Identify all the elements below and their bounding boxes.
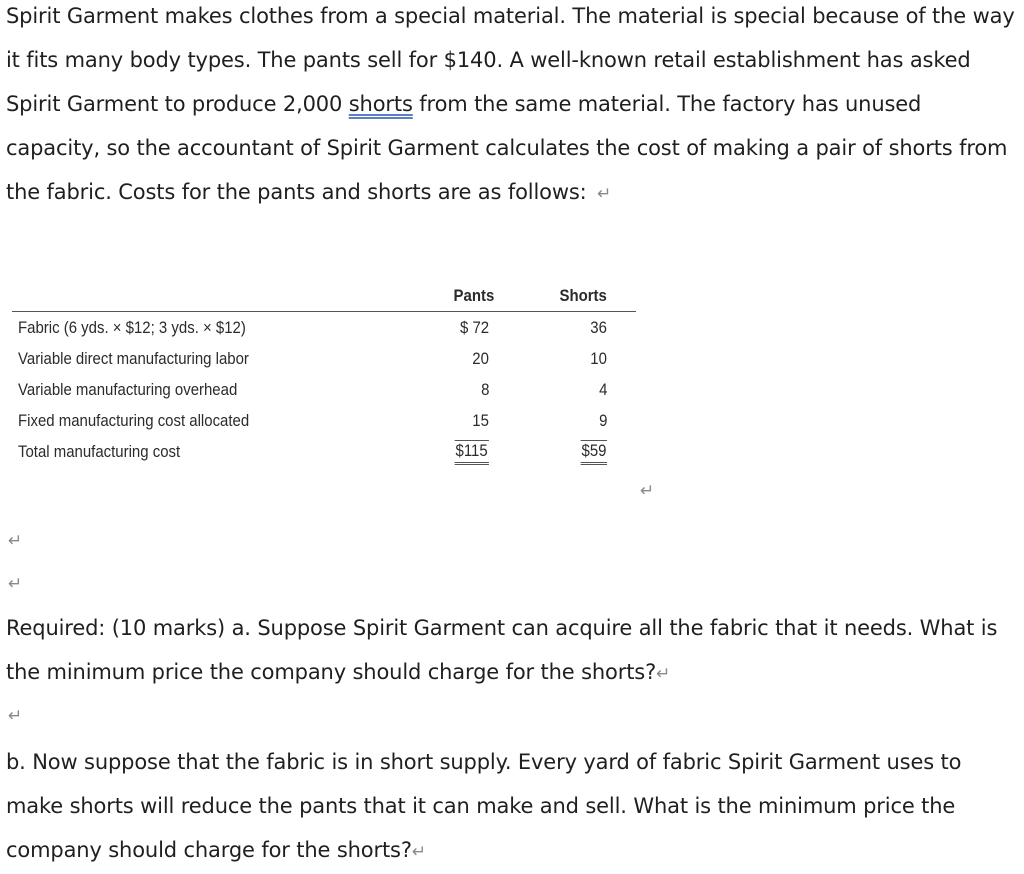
required-b-text: b. Now suppose that the fabric is in short supply. Every yard of fabric Spirit Garment uses to make shorts will reduce the pants that it can make and sell. What is the minimum price the company should charge for the shorts? bbox=[6, 750, 962, 862]
paragraph-mark-icon: ↵ bbox=[8, 531, 23, 551]
cell-labor-shorts: 10 bbox=[590, 349, 607, 368]
required-a-paragraph bbox=[6, 606, 1016, 696]
cost-table bbox=[12, 286, 636, 476]
cell-fabric-shorts: 36 bbox=[590, 318, 607, 337]
column-header-pants: Pants bbox=[453, 286, 494, 305]
cell-total-shorts: $59 bbox=[580, 440, 607, 465]
row-label-fixed: Fixed manufacturing cost allocated bbox=[18, 411, 250, 430]
intro-paragraph bbox=[6, 0, 1016, 216]
paragraph-mark-icon: ↵ bbox=[411, 842, 426, 862]
cell-total-pants: $115 bbox=[455, 440, 489, 465]
row-label-labor: Variable direct manufacturing labor bbox=[18, 349, 249, 368]
cell-labor-pants: 20 bbox=[472, 349, 489, 368]
cell-overhead-shorts: 4 bbox=[598, 380, 607, 399]
required-b-paragraph bbox=[6, 740, 1016, 874]
intro-text-start: Spirit Garment makes clothes from a special material. The material is special because of the way it fits many body types. The pants sell for $140. A well-known retail establishment has asked Spirit Garment to produce 2,000 bbox=[6, 4, 1015, 116]
paragraph-mark-icon: ↵ bbox=[640, 481, 655, 501]
paragraph-mark-icon: ↵ bbox=[597, 184, 612, 204]
cell-overhead-pants: 8 bbox=[480, 380, 489, 399]
intro-text-end: from the same material. The factory has unused capacity, so the accountant of Spirit Garment calculates the cost of making a pair of shorts from the fabric. Costs for the pants and shorts are as follows: bbox=[6, 92, 1008, 204]
row-label-total: Total manufacturing cost bbox=[18, 442, 181, 461]
cell-fabric-pants: $ 72 bbox=[459, 318, 489, 337]
paragraph-mark-icon: ↵ bbox=[8, 706, 23, 726]
row-label-overhead: Variable manufacturing overhead bbox=[18, 380, 238, 399]
column-header-shorts: Shorts bbox=[559, 286, 607, 305]
paragraph-mark-icon: ↵ bbox=[8, 574, 23, 594]
row-label-fabric: Fabric (6 yds. × $12; 3 yds. × $12) bbox=[18, 318, 246, 337]
required-a-text: Required: (10 marks) a. Suppose Spirit Garment can acquire all the fabric that it needs. What is the minimum price the company should charge for the shorts? bbox=[6, 616, 998, 684]
cell-fixed-shorts: 9 bbox=[598, 411, 607, 430]
cell-fixed-pants: 15 bbox=[472, 411, 489, 430]
header-rule bbox=[12, 311, 636, 312]
shorts-underlined-word: shorts bbox=[348, 92, 413, 116]
paragraph-mark-icon: ↵ bbox=[656, 664, 671, 684]
